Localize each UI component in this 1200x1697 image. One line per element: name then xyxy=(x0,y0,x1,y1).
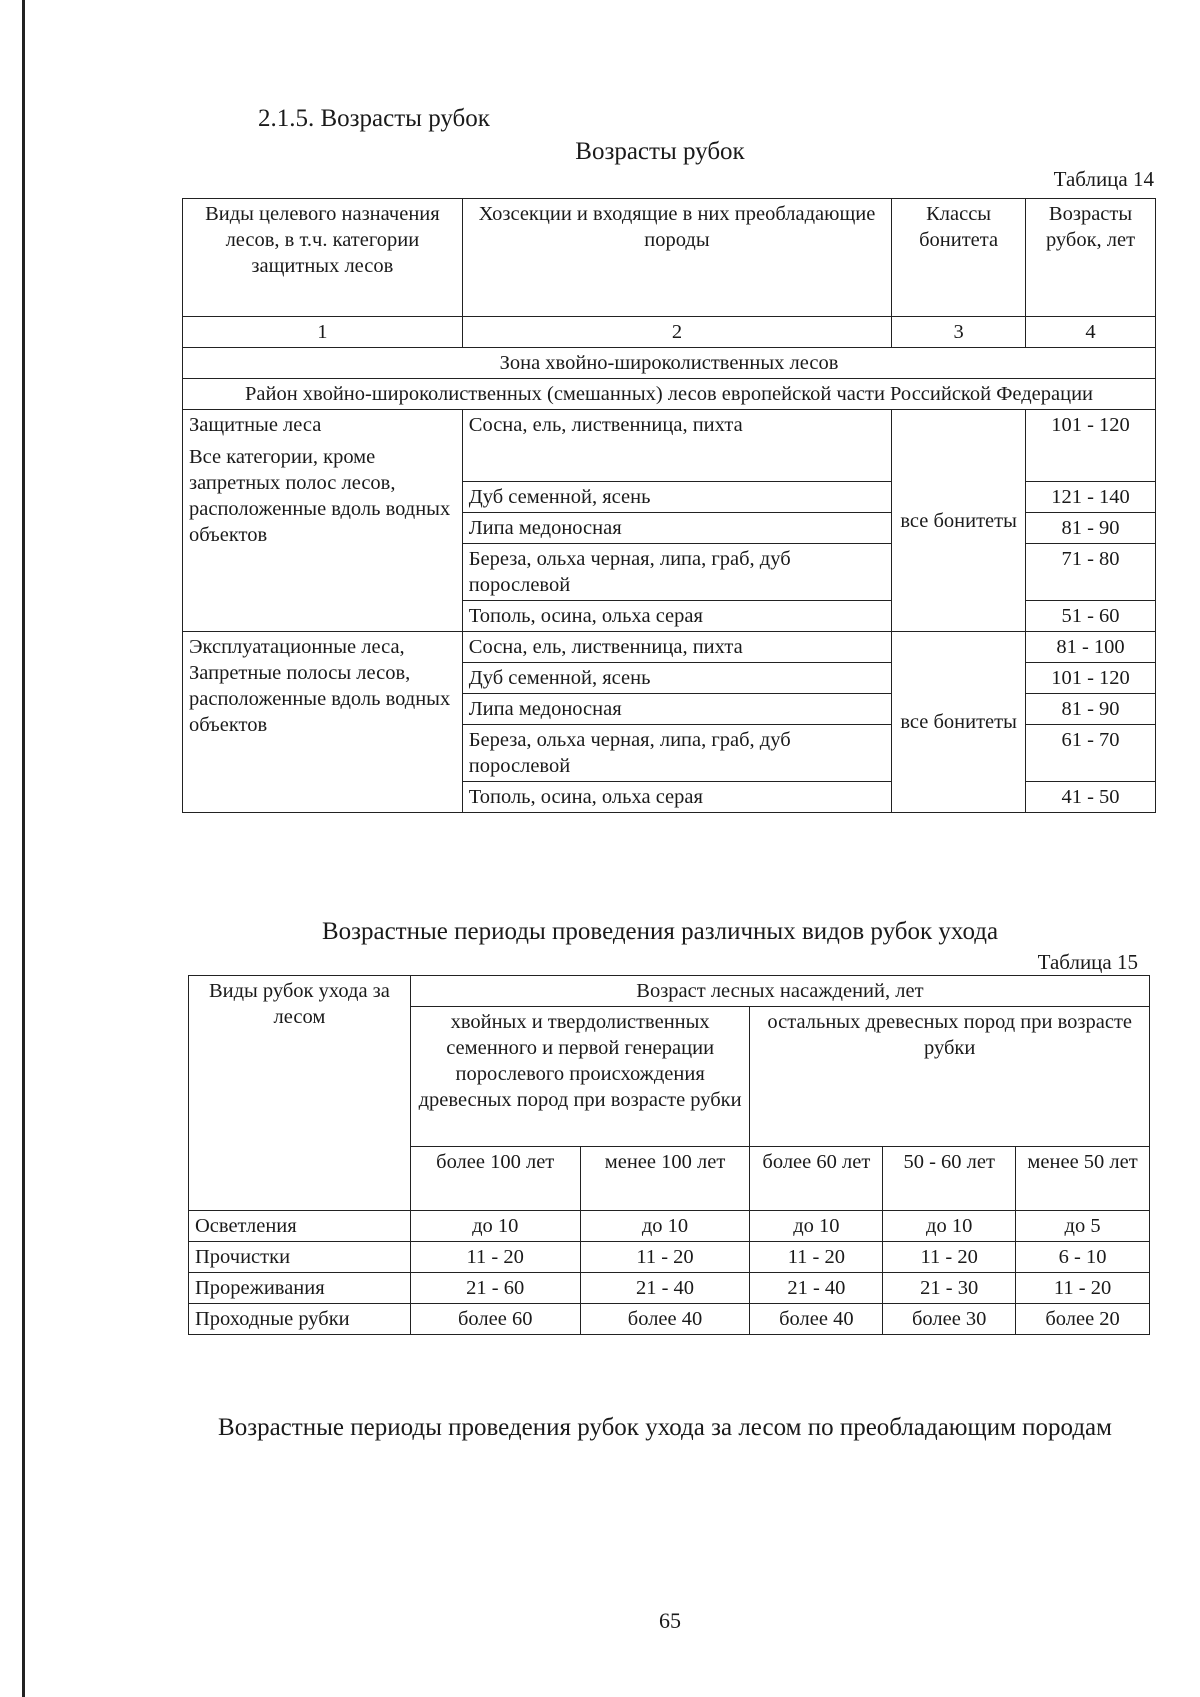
table14-colnum-row xyxy=(183,317,1156,348)
table14-header-purpose: Виды целевого назначения лесов, в т.ч. категории защитных лесов xyxy=(183,199,463,317)
table15-header-group1: хвойных и твердолиственных семенного и первой генерации порослевого происхождения древесных пород при возрасте рубки xyxy=(410,1007,750,1147)
value-cell: более 20 xyxy=(1016,1304,1150,1335)
table15-title: Возрастные периоды проведения различных видов рубок ухода xyxy=(321,918,999,945)
cutting-type-cell: Осветления xyxy=(189,1211,411,1242)
value-cell: 21 - 60 xyxy=(410,1273,580,1304)
value-cell: 21 - 30 xyxy=(883,1273,1016,1304)
category-description: Запретные полосы лесов, расположенные вдоль водных объектов xyxy=(189,662,451,736)
section-heading: 2.1.5. Возрасты рубок xyxy=(258,105,490,132)
table-row xyxy=(183,632,1156,663)
table14-region-row xyxy=(183,379,1156,410)
value-cell: до 5 xyxy=(1016,1211,1150,1242)
table15-number: Таблица 15 xyxy=(1037,950,1138,974)
age-cell: 71 - 80 xyxy=(1026,544,1156,601)
age-cell: 81 - 90 xyxy=(1026,513,1156,544)
table14-header-row xyxy=(183,199,1156,317)
table15-header-type: Виды рубок ухода за лесом xyxy=(189,976,411,1211)
value-cell: более 60 xyxy=(410,1304,580,1335)
species-cell: Береза, ольха черная, липа, граб, дуб порослевой xyxy=(462,544,891,601)
age-cell: 41 - 50 xyxy=(1026,782,1156,813)
species-cell: Тополь, осина, ольха серая xyxy=(462,782,891,813)
table15-subheader: менее 100 лет xyxy=(580,1147,750,1211)
species-cell: Сосна, ель, лиственница, пихта xyxy=(462,632,891,663)
cutting-type-cell: Прочистки xyxy=(189,1242,411,1273)
table16-title: Возрастные периоды проведения рубок ухода за лесом по преобладающим породам xyxy=(218,1414,1112,1441)
table14-zone-row xyxy=(183,348,1156,379)
value-cell: 11 - 20 xyxy=(883,1242,1016,1273)
category-title: Эксплуатационные леса, xyxy=(189,636,405,658)
table14-group2-category xyxy=(183,632,463,813)
age-cell: 101 - 120 xyxy=(1026,410,1156,482)
species-cell: Дуб семенной, ясень xyxy=(462,663,891,694)
value-cell: до 10 xyxy=(883,1211,1016,1242)
species-cell: Береза, ольха черная, липа, граб, дуб порослевой xyxy=(462,725,891,782)
species-cell: Сосна, ель, лиственница, пихта xyxy=(462,410,891,482)
species-cell: Липа медоносная xyxy=(462,513,891,544)
value-cell: 21 - 40 xyxy=(580,1273,750,1304)
table15-header-row xyxy=(189,976,1150,1007)
age-cell: 81 - 100 xyxy=(1026,632,1156,663)
table14-colnum: 4 xyxy=(1026,317,1156,348)
table-row xyxy=(189,1242,1150,1273)
species-cell: Тополь, осина, ольха серая xyxy=(462,601,891,632)
value-cell: до 10 xyxy=(750,1211,883,1242)
value-cell: до 10 xyxy=(580,1211,750,1242)
bonitet-cell: все бонитеты xyxy=(892,632,1026,813)
value-cell: более 40 xyxy=(750,1304,883,1335)
value-cell: 11 - 20 xyxy=(410,1242,580,1273)
category-title: Защитные леса xyxy=(189,414,322,436)
species-cell: Дуб семенной, ясень xyxy=(462,482,891,513)
value-cell: 11 - 20 xyxy=(1016,1273,1150,1304)
value-cell: более 40 xyxy=(580,1304,750,1335)
species-cell: Липа медоносная xyxy=(462,694,891,725)
table-row xyxy=(189,1273,1150,1304)
value-cell: более 30 xyxy=(883,1304,1016,1335)
age-cell: 101 - 120 xyxy=(1026,663,1156,694)
value-cell: 11 - 20 xyxy=(580,1242,750,1273)
table15-subheader: более 60 лет xyxy=(750,1147,883,1211)
table15-header-group2: остальных древесных пород при возрасте рубки xyxy=(750,1007,1150,1147)
age-cell: 121 - 140 xyxy=(1026,482,1156,513)
cutting-type-cell: Прореживания xyxy=(189,1273,411,1304)
table-row xyxy=(189,1304,1150,1335)
table14-colnum: 1 xyxy=(183,317,463,348)
table14-header-age: Возрасты рубок, лет xyxy=(1026,199,1156,317)
table-row xyxy=(183,410,1156,482)
table14-colnum: 3 xyxy=(892,317,1026,348)
table14-header-species: Хозсекции и входящие в них преобладающие породы xyxy=(462,199,891,317)
table14-number: Таблица 14 xyxy=(1053,167,1154,191)
table15-subheader: менее 50 лет xyxy=(1016,1147,1150,1211)
age-cell: 51 - 60 xyxy=(1026,601,1156,632)
table-row xyxy=(189,1211,1150,1242)
value-cell: 21 - 40 xyxy=(750,1273,883,1304)
table15 xyxy=(188,975,1150,1335)
table15-subheader: более 100 лет xyxy=(410,1147,580,1211)
table14-group1-category xyxy=(183,410,463,632)
table14-region: Район хвойно-широколиственных (смешанных) лесов европейской части Российской Федерации xyxy=(183,379,1156,410)
value-cell: до 10 xyxy=(410,1211,580,1242)
table14-title: Возрасты рубок xyxy=(575,138,745,165)
table14-colnum: 2 xyxy=(462,317,891,348)
value-cell: 11 - 20 xyxy=(750,1242,883,1273)
age-cell: 81 - 90 xyxy=(1026,694,1156,725)
table15-header-age: Возраст лесных насаждений, лет xyxy=(410,976,1149,1007)
page-number: 65 xyxy=(659,1608,681,1633)
value-cell: 6 - 10 xyxy=(1016,1242,1150,1273)
category-description: Все категории, кроме запретных полос лесов, расположенные вдоль водных объектов xyxy=(189,446,451,546)
table14-header-bonitet: Классы бонитета xyxy=(892,199,1026,317)
age-cell: 61 - 70 xyxy=(1026,725,1156,782)
table15-subheader: 50 - 60 лет xyxy=(883,1147,1016,1211)
table14-zone: Зона хвойно-широколиственных лесов xyxy=(183,348,1156,379)
cutting-type-cell: Проходные рубки xyxy=(189,1304,411,1335)
bonitet-cell: все бонитеты xyxy=(892,410,1026,632)
table14 xyxy=(182,198,1156,813)
